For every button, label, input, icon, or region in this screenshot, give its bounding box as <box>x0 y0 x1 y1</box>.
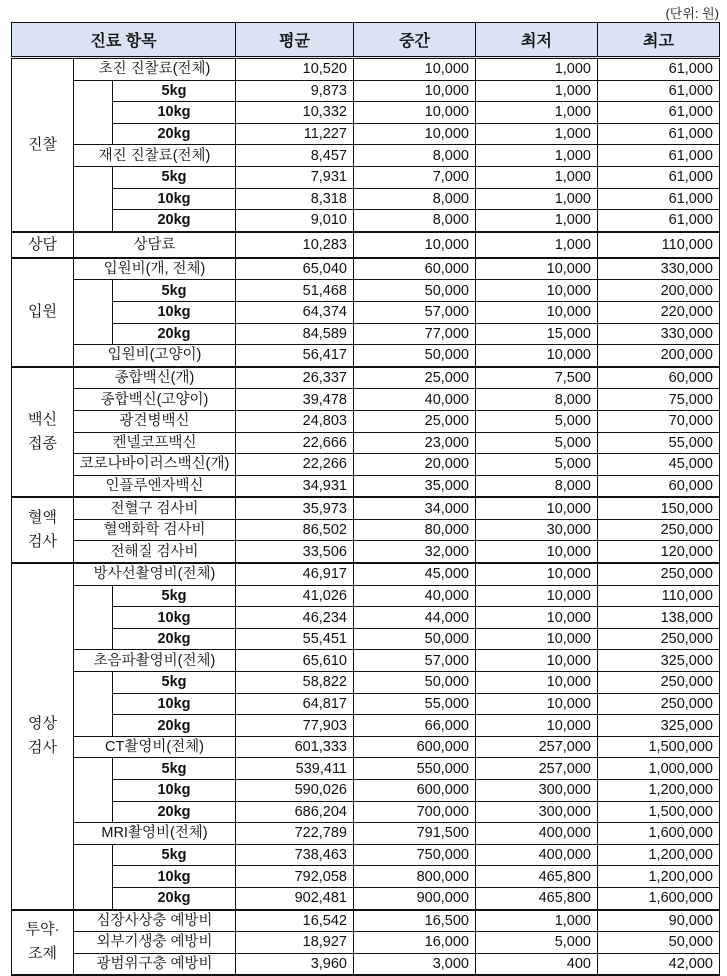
max-value: 1,000,000 <box>598 758 720 780</box>
max-value: 61,000 <box>598 145 720 167</box>
median-value: 791,500 <box>354 823 476 845</box>
min-value: 10,000 <box>476 607 598 629</box>
avg-value: 65,040 <box>236 258 354 280</box>
avg-value: 39,478 <box>236 389 354 411</box>
median-value: 8,000 <box>354 210 476 232</box>
min-value: 1,000 <box>476 910 598 932</box>
avg-value: 738,463 <box>236 844 354 866</box>
max-value: 250,000 <box>598 628 720 650</box>
item-label: 종합백신(개) <box>74 367 236 389</box>
median-value: 50,000 <box>354 672 476 694</box>
table-row <box>12 887 720 909</box>
median-value: 80,000 <box>354 519 476 541</box>
indent-cell <box>74 166 113 231</box>
max-value: 61,000 <box>598 188 720 210</box>
avg-value: 11,227 <box>236 123 354 145</box>
weight-label: 5kg <box>113 280 236 302</box>
table-row <box>12 123 720 145</box>
median-value: 25,000 <box>354 410 476 432</box>
table-row <box>12 585 720 607</box>
min-value: 10,000 <box>476 563 598 585</box>
max-value: 42,000 <box>598 953 720 975</box>
category-cell: 영상 검사 <box>12 563 74 910</box>
category-cell: 백신 접종 <box>12 367 74 498</box>
min-value: 15,000 <box>476 323 598 345</box>
min-value: 1,000 <box>476 188 598 210</box>
table-row <box>12 323 720 345</box>
max-value: 200,000 <box>598 345 720 367</box>
table-row <box>12 145 720 167</box>
min-value: 5,000 <box>476 932 598 954</box>
table-row <box>12 475 720 497</box>
avg-value: 7,931 <box>236 166 354 188</box>
min-value: 257,000 <box>476 758 598 780</box>
median-value: 7,000 <box>354 166 476 188</box>
min-value: 10,000 <box>476 693 598 715</box>
header-row <box>12 23 720 58</box>
item-label: 광견병백신 <box>74 410 236 432</box>
table-row <box>12 607 720 629</box>
median-value: 10,000 <box>354 232 476 258</box>
median-value: 57,000 <box>354 650 476 672</box>
min-value: 10,000 <box>476 715 598 737</box>
median-value: 10,000 <box>354 80 476 102</box>
min-value: 1,000 <box>476 210 598 232</box>
median-value: 50,000 <box>354 628 476 650</box>
table-row <box>12 693 720 715</box>
min-value: 465,800 <box>476 887 598 909</box>
table-row <box>12 758 720 780</box>
table-row <box>12 932 720 954</box>
avg-value: 35,973 <box>236 497 354 519</box>
min-value: 300,000 <box>476 801 598 823</box>
max-value: 120,000 <box>598 541 720 563</box>
min-value: 10,000 <box>476 585 598 607</box>
median-value: 10,000 <box>354 102 476 124</box>
max-value: 200,000 <box>598 280 720 302</box>
median-value: 44,000 <box>354 607 476 629</box>
table-row <box>12 866 720 888</box>
indent-cell <box>74 80 113 145</box>
item-label: 상담료 <box>74 232 236 258</box>
item-label: 심장사상충 예방비 <box>74 910 236 932</box>
median-value: 550,000 <box>354 758 476 780</box>
avg-value: 46,917 <box>236 563 354 585</box>
category-cell: 진찰 <box>12 58 74 232</box>
median-value: 10,000 <box>354 123 476 145</box>
header-max: 최고 <box>598 23 720 58</box>
median-value: 750,000 <box>354 844 476 866</box>
avg-value: 792,058 <box>236 866 354 888</box>
min-value: 1,000 <box>476 80 598 102</box>
table-row <box>12 258 720 280</box>
item-label: 방사선촬영비(전체) <box>74 563 236 585</box>
header-avg: 평균 <box>236 23 354 58</box>
category-cell: 혈액 검사 <box>12 497 74 563</box>
min-value: 10,000 <box>476 541 598 563</box>
median-value: 600,000 <box>354 780 476 802</box>
indent-cell <box>74 585 113 650</box>
min-value: 10,000 <box>476 672 598 694</box>
median-value: 20,000 <box>354 454 476 476</box>
item-label: 초음파촬영비(전체) <box>74 650 236 672</box>
median-value: 45,000 <box>354 563 476 585</box>
median-value: 23,000 <box>354 432 476 454</box>
item-label: 전혈구 검사비 <box>74 497 236 519</box>
min-value: 10,000 <box>476 301 598 323</box>
item-label: 입원비(고양이) <box>74 345 236 367</box>
max-value: 61,000 <box>598 166 720 188</box>
max-value: 250,000 <box>598 672 720 694</box>
max-value: 55,000 <box>598 432 720 454</box>
weight-label: 10kg <box>113 102 236 124</box>
max-value: 70,000 <box>598 410 720 432</box>
min-value: 10,000 <box>476 497 598 519</box>
avg-value: 16,542 <box>236 910 354 932</box>
median-value: 40,000 <box>354 389 476 411</box>
category-cell: 투약· 조제 <box>12 910 74 976</box>
weight-label: 10kg <box>113 301 236 323</box>
item-label: 초진 진찰료(전체) <box>74 58 236 81</box>
table-row <box>12 389 720 411</box>
max-value: 61,000 <box>598 210 720 232</box>
min-value: 8,000 <box>476 475 598 497</box>
avg-value: 33,506 <box>236 541 354 563</box>
avg-value: 10,332 <box>236 102 354 124</box>
avg-value: 58,822 <box>236 672 354 694</box>
avg-value: 590,026 <box>236 780 354 802</box>
avg-value: 41,026 <box>236 585 354 607</box>
avg-value: 86,502 <box>236 519 354 541</box>
max-value: 60,000 <box>598 367 720 389</box>
min-value: 7,500 <box>476 367 598 389</box>
avg-value: 84,589 <box>236 323 354 345</box>
item-label: 혈액화학 검사비 <box>74 519 236 541</box>
weight-label: 5kg <box>113 80 236 102</box>
min-value: 1,000 <box>476 123 598 145</box>
avg-value: 65,610 <box>236 650 354 672</box>
min-value: 400,000 <box>476 823 598 845</box>
avg-value: 686,204 <box>236 801 354 823</box>
weight-label: 10kg <box>113 188 236 210</box>
min-value: 5,000 <box>476 454 598 476</box>
avg-value: 8,318 <box>236 188 354 210</box>
header-item: 진료 항목 <box>12 23 236 58</box>
min-value: 10,000 <box>476 345 598 367</box>
max-value: 250,000 <box>598 519 720 541</box>
table-row <box>12 715 720 737</box>
avg-value: 18,927 <box>236 932 354 954</box>
weight-label: 5kg <box>113 585 236 607</box>
category-cell: 상담 <box>12 232 74 258</box>
max-value: 330,000 <box>598 258 720 280</box>
table-row <box>12 541 720 563</box>
min-value: 30,000 <box>476 519 598 541</box>
table-row <box>12 210 720 232</box>
max-value: 150,000 <box>598 497 720 519</box>
min-value: 300,000 <box>476 780 598 802</box>
min-value: 400 <box>476 953 598 975</box>
indent-cell <box>74 280 113 345</box>
indent-cell <box>74 844 113 909</box>
median-value: 40,000 <box>354 585 476 607</box>
avg-value: 51,468 <box>236 280 354 302</box>
median-value: 32,000 <box>354 541 476 563</box>
weight-label: 10kg <box>113 780 236 802</box>
table-row <box>12 801 720 823</box>
weight-label: 20kg <box>113 210 236 232</box>
avg-value: 34,931 <box>236 475 354 497</box>
min-value: 10,000 <box>476 258 598 280</box>
header-median: 중간 <box>354 23 476 58</box>
max-value: 110,000 <box>598 585 720 607</box>
table-row <box>12 80 720 102</box>
median-value: 50,000 <box>354 345 476 367</box>
min-value: 400,000 <box>476 844 598 866</box>
avg-value: 22,666 <box>236 432 354 454</box>
min-value: 465,800 <box>476 866 598 888</box>
avg-value: 539,411 <box>236 758 354 780</box>
table-row <box>12 563 720 585</box>
max-value: 61,000 <box>598 58 720 81</box>
table-row <box>12 432 720 454</box>
median-value: 66,000 <box>354 715 476 737</box>
avg-value: 46,234 <box>236 607 354 629</box>
median-value: 55,000 <box>354 693 476 715</box>
avg-value: 64,374 <box>236 301 354 323</box>
table-row <box>12 232 720 258</box>
item-label: 입원비(개, 전체) <box>74 258 236 280</box>
min-value: 1,000 <box>476 166 598 188</box>
weight-label: 20kg <box>113 887 236 909</box>
table-row <box>12 844 720 866</box>
weight-label: 20kg <box>113 628 236 650</box>
avg-value: 24,803 <box>236 410 354 432</box>
avg-value: 722,789 <box>236 823 354 845</box>
table-body <box>12 58 720 976</box>
weight-label: 5kg <box>113 166 236 188</box>
weight-label: 10kg <box>113 693 236 715</box>
max-value: 1,500,000 <box>598 801 720 823</box>
max-value: 61,000 <box>598 80 720 102</box>
table-row <box>12 780 720 802</box>
avg-value: 601,333 <box>236 736 354 758</box>
item-label: 인플루엔자백신 <box>74 475 236 497</box>
table-row <box>12 953 720 975</box>
max-value: 1,200,000 <box>598 866 720 888</box>
median-value: 77,000 <box>354 323 476 345</box>
avg-value: 22,266 <box>236 454 354 476</box>
indent-cell <box>74 758 113 823</box>
weight-label: 5kg <box>113 758 236 780</box>
median-value: 8,000 <box>354 145 476 167</box>
weight-label: 20kg <box>113 123 236 145</box>
avg-value: 64,817 <box>236 693 354 715</box>
max-value: 75,000 <box>598 389 720 411</box>
avg-value: 9,010 <box>236 210 354 232</box>
item-label: CT촬영비(전체) <box>74 736 236 758</box>
table-row <box>12 166 720 188</box>
max-value: 1,500,000 <box>598 736 720 758</box>
median-value: 35,000 <box>354 475 476 497</box>
max-value: 325,000 <box>598 650 720 672</box>
table-row <box>12 672 720 694</box>
min-value: 5,000 <box>476 432 598 454</box>
item-label: 전해질 검사비 <box>74 541 236 563</box>
weight-label: 5kg <box>113 672 236 694</box>
table-row <box>12 280 720 302</box>
median-value: 34,000 <box>354 497 476 519</box>
max-value: 50,000 <box>598 932 720 954</box>
median-value: 900,000 <box>354 887 476 909</box>
avg-value: 8,457 <box>236 145 354 167</box>
item-label: MRI촬영비(전체) <box>74 823 236 845</box>
vet-fee-table <box>11 22 720 976</box>
table-row <box>12 58 720 81</box>
avg-value: 3,960 <box>236 953 354 975</box>
max-value: 250,000 <box>598 693 720 715</box>
max-value: 325,000 <box>598 715 720 737</box>
min-value: 10,000 <box>476 628 598 650</box>
min-value: 1,000 <box>476 102 598 124</box>
table-row <box>12 102 720 124</box>
weight-label: 20kg <box>113 715 236 737</box>
avg-value: 77,903 <box>236 715 354 737</box>
max-value: 250,000 <box>598 563 720 585</box>
min-value: 10,000 <box>476 280 598 302</box>
median-value: 800,000 <box>354 866 476 888</box>
median-value: 600,000 <box>354 736 476 758</box>
median-value: 700,000 <box>354 801 476 823</box>
max-value: 1,200,000 <box>598 780 720 802</box>
median-value: 3,000 <box>354 953 476 975</box>
unit-label: (단위: 원) <box>665 6 719 21</box>
item-label: 외부기생충 예방비 <box>74 932 236 954</box>
max-value: 1,600,000 <box>598 823 720 845</box>
table-row <box>12 497 720 519</box>
table-row <box>12 345 720 367</box>
max-value: 138,000 <box>598 607 720 629</box>
min-value: 1,000 <box>476 58 598 81</box>
min-value: 10,000 <box>476 650 598 672</box>
avg-value: 10,283 <box>236 232 354 258</box>
max-value: 1,200,000 <box>598 844 720 866</box>
weight-label: 5kg <box>113 844 236 866</box>
max-value: 330,000 <box>598 323 720 345</box>
median-value: 60,000 <box>354 258 476 280</box>
item-label: 코로나바이러스백신(개) <box>74 454 236 476</box>
header-min: 최저 <box>476 23 598 58</box>
table-row <box>12 519 720 541</box>
table-row <box>12 628 720 650</box>
weight-label: 10kg <box>113 607 236 629</box>
indent-cell <box>74 672 113 737</box>
min-value: 257,000 <box>476 736 598 758</box>
table-row <box>12 188 720 210</box>
category-cell: 입원 <box>12 258 74 367</box>
table-row <box>12 454 720 476</box>
min-value: 1,000 <box>476 145 598 167</box>
table-row <box>12 367 720 389</box>
median-value: 57,000 <box>354 301 476 323</box>
avg-value: 55,451 <box>236 628 354 650</box>
weight-label: 10kg <box>113 866 236 888</box>
item-label: 종합백신(고양이) <box>74 389 236 411</box>
avg-value: 902,481 <box>236 887 354 909</box>
median-value: 10,000 <box>354 58 476 81</box>
max-value: 220,000 <box>598 301 720 323</box>
avg-value: 9,873 <box>236 80 354 102</box>
item-label: 광범위구충 예방비 <box>74 953 236 975</box>
max-value: 61,000 <box>598 102 720 124</box>
min-value: 8,000 <box>476 389 598 411</box>
max-value: 110,000 <box>598 232 720 258</box>
median-value: 50,000 <box>354 280 476 302</box>
median-value: 25,000 <box>354 367 476 389</box>
max-value: 61,000 <box>598 123 720 145</box>
avg-value: 56,417 <box>236 345 354 367</box>
table-row <box>12 410 720 432</box>
weight-label: 20kg <box>113 323 236 345</box>
weight-label: 20kg <box>113 801 236 823</box>
median-value: 16,000 <box>354 932 476 954</box>
table-row <box>12 301 720 323</box>
table-row <box>12 650 720 672</box>
table-row <box>12 736 720 758</box>
min-value: 1,000 <box>476 232 598 258</box>
median-value: 16,500 <box>354 910 476 932</box>
item-label: 켄넬코프백신 <box>74 432 236 454</box>
table-row <box>12 823 720 845</box>
max-value: 45,000 <box>598 454 720 476</box>
median-value: 8,000 <box>354 188 476 210</box>
max-value: 90,000 <box>598 910 720 932</box>
avg-value: 10,520 <box>236 58 354 81</box>
item-label: 재진 진찰료(전체) <box>74 145 236 167</box>
max-value: 60,000 <box>598 475 720 497</box>
table-row <box>12 910 720 932</box>
avg-value: 26,337 <box>236 367 354 389</box>
max-value: 1,600,000 <box>598 887 720 909</box>
min-value: 5,000 <box>476 410 598 432</box>
